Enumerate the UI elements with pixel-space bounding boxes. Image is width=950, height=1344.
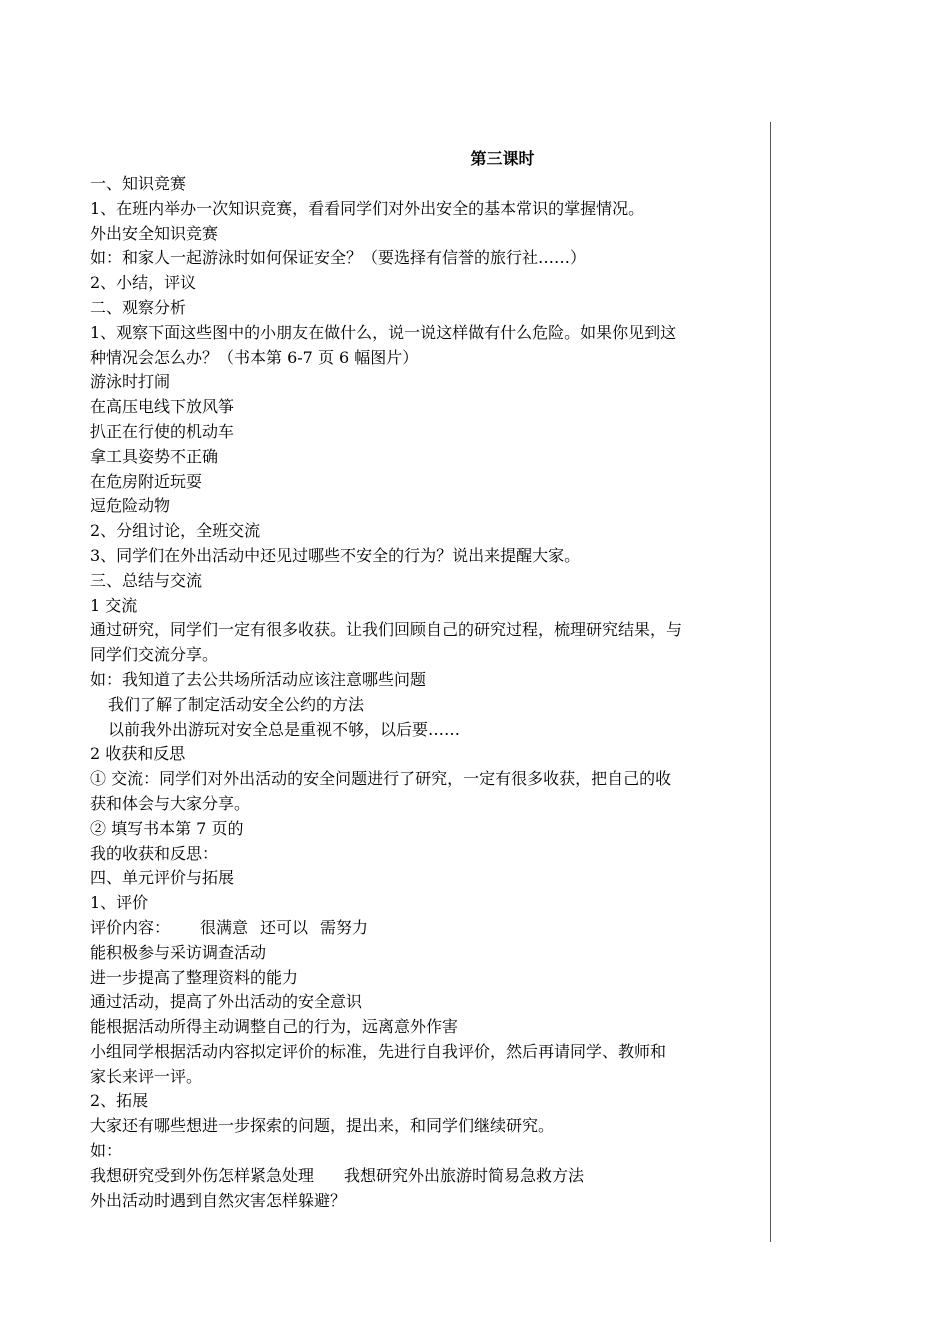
text-line: 在高压电线下放风筝	[90, 397, 235, 417]
research-idea: 我想研究受到外伤怎样紧急处理	[90, 1165, 315, 1185]
text-line: 我的收获和反思：	[90, 843, 219, 863]
text-line: 扒正在行使的机动车	[90, 421, 235, 441]
margin-rule	[770, 122, 771, 1242]
text-line: 在危房附近玩耍	[90, 471, 203, 491]
text-line: 进一步提高了整理资料的能力	[90, 967, 299, 987]
text-line: 能积极参与采访调查活动	[90, 942, 267, 962]
text-line: 如：我知道了去公共场所活动应该注意哪些问题	[90, 669, 427, 689]
document-body	[90, 172, 770, 1213]
text-line: 三、总结与交流	[90, 570, 203, 590]
text-line: ① 交流：同学们对外出活动的安全问题进行了研究，一定有很多收获，把自己的收	[90, 769, 672, 789]
text-line: ② 填写书本第 7 页的	[90, 818, 244, 838]
text-line: 二、观察分析	[90, 297, 187, 317]
text-line: 拿工具姿势不正确	[90, 446, 219, 466]
text-line: 2、拓展	[90, 1091, 149, 1111]
rating-needs-effort: 需努力	[320, 917, 369, 937]
text-line: 一、知识竞赛	[90, 174, 187, 193]
text-line: 1、在班内举办一次知识竞赛，看看同学们对外出安全的基本常识的掌握情况。	[90, 198, 645, 218]
text-line: 同学们交流分享。	[90, 645, 219, 665]
research-idea: 我想研究外出旅游时简易急救方法	[344, 1165, 585, 1185]
rating-okay: 还可以	[260, 917, 309, 937]
research-ideas-row	[90, 1164, 770, 1189]
text-line: 我们了解了制定活动安全公约的方法	[108, 694, 365, 714]
text-line: 家长来评一评。	[90, 1066, 203, 1086]
text-line: 1 交流	[90, 595, 138, 615]
text-line: 如：	[90, 1141, 123, 1161]
text-line: 1、评价	[90, 893, 149, 913]
text-line: 2 收获和反思	[90, 744, 186, 764]
text-line: 3、同学们在外出活动中还见过哪些不安全的行为？说出来提醒大家。	[90, 545, 581, 565]
text-line: 大家还有哪些想进一步探索的问题，提出来，和同学们继续研究。	[90, 1116, 555, 1136]
text-line: 逗危险动物	[90, 496, 171, 516]
text-line: 以前我外出游玩对安全总是重视不够，以后要……	[108, 719, 461, 739]
text-line: 1、观察下面这些图中的小朋友在做什么，说一说这样做有什么危险。如果你见到这	[90, 322, 677, 342]
rating-very-satisfied: 很满意	[200, 917, 249, 937]
evaluation-label: 评价内容：	[90, 917, 171, 937]
text-line: 游泳时打闹	[90, 372, 171, 392]
text-line: 获和体会与大家分享。	[90, 793, 251, 813]
text-line: 外出安全知识竞赛	[90, 223, 219, 243]
text-line: 能根据活动所得主动调整自己的行为，远离意外作害	[90, 1017, 459, 1037]
text-line: 通过活动，提高了外出活动的安全意识	[90, 992, 363, 1012]
text-line: 如：和家人一起游泳时如何保证安全？（要选择有信誉的旅行社……）	[90, 248, 587, 268]
text-line: 2、分组讨论，全班交流	[90, 521, 261, 541]
evaluation-header-row	[90, 916, 770, 941]
text-line: 种情况会怎么办？（书本第 6-7 页 6 幅图片）	[90, 347, 419, 367]
text-line: 外出活动时遇到自然灾害怎样躲避？	[90, 1190, 347, 1210]
text-line: 小组同学根据活动内容拟定评价的标准，先进行自我评价，然后再请同学、教师和	[90, 1041, 667, 1061]
page-title: 第三课时	[470, 149, 535, 168]
text-line: 通过研究，同学们一定有很多收获。让我们回顾自己的研究过程，梳理研究结果，与	[90, 620, 683, 640]
text-line: 2、小结，评议	[90, 273, 197, 293]
text-line: 四、单元评价与拓展	[90, 868, 235, 888]
